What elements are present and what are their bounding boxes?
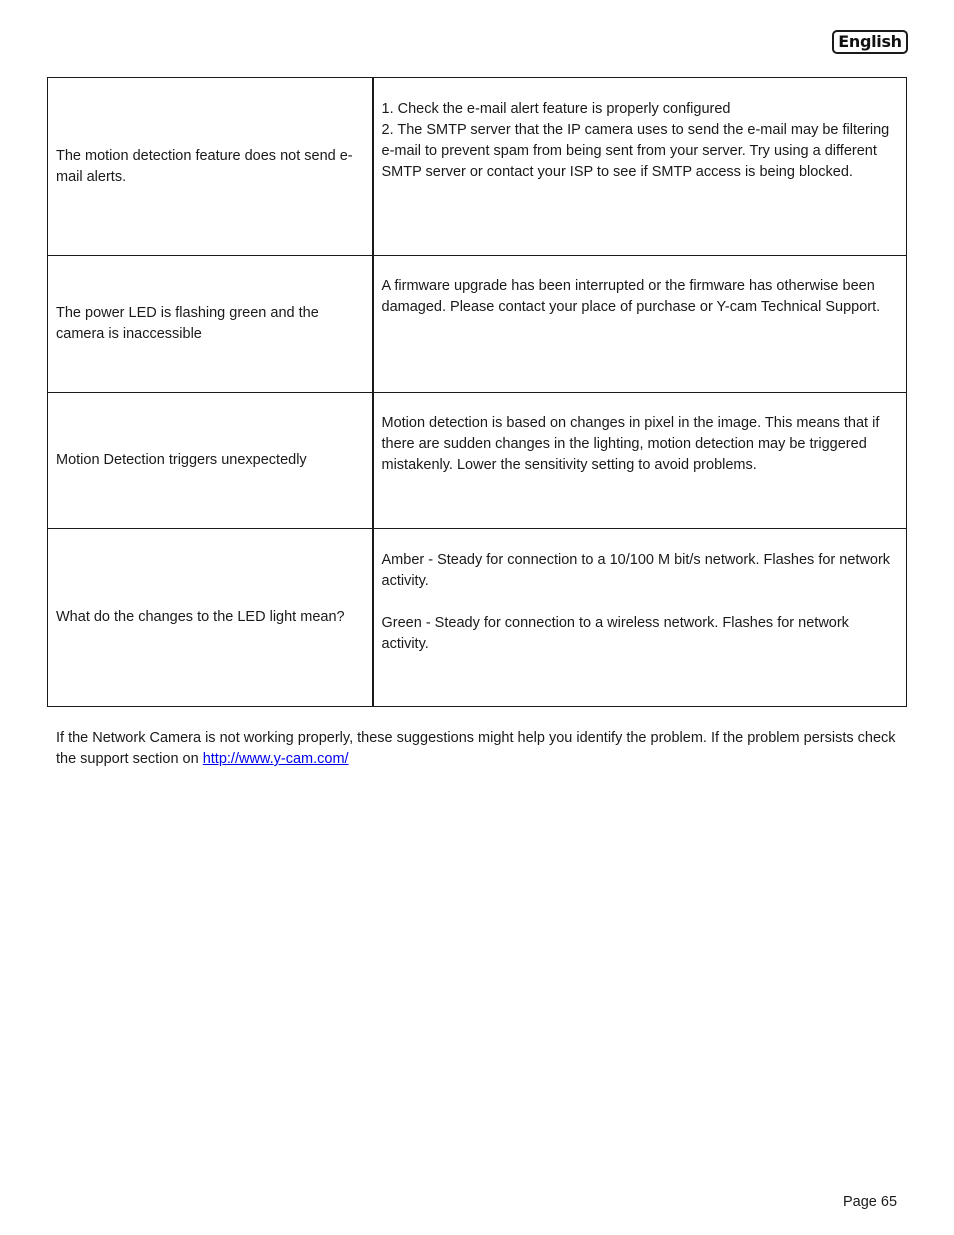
solution-text: 1. Check the e-mail alert feature is properly configured 2. The SMTP server that the IP camera uses to send the e-mail may be filtering e-mail to prevent spam from being sent from your server. Try using a different SMTP server or contact your ISP to see if SMTP access is being blocked. [381, 101, 890, 180]
support-paragraph [56, 728, 896, 770]
solution-text: A firmware upgrade has been interrupted or the firmware has otherwise been damaged. Please contact your place of purchase or Y-cam Technical Support. [381, 278, 881, 315]
solution-cell [373, 256, 907, 393]
problem-cell [48, 78, 373, 256]
problem-cell [48, 256, 373, 393]
problem-cell [48, 393, 373, 529]
problem-text: Motion Detection triggers unexpectedly [56, 452, 307, 468]
problem-text: What do the changes to the LED light mean? [56, 609, 345, 625]
table-row [48, 393, 907, 529]
solution-cell [373, 393, 907, 529]
table-row [48, 529, 907, 707]
table-row [48, 256, 907, 393]
solution-text: Amber - Steady for connection to a 10/100 M bit/s network. Flashes for network activity. Green - Steady for connection to a wireless network. Flashes for network activity. [381, 552, 891, 652]
support-text: If the Network Camera is not working properly, these suggestions might help you identify the problem. If the problem persists check the support section on [56, 730, 896, 767]
solution-text: Motion detection is based on changes in pixel in the image. This means that if there are sudden changes in the lighting, motion detection may be triggered mistakenly. Lower the sensitivity setting to avoid problems. [381, 415, 880, 473]
troubleshooting-table [47, 77, 907, 707]
solution-cell [373, 78, 907, 256]
problem-text: The power LED is flashing green and the camera is inaccessible [56, 305, 319, 342]
solution-cell [373, 529, 907, 707]
page-number: Page 65 [843, 1194, 898, 1210]
table-row [48, 78, 907, 256]
support-link[interactable]: http://www.y-cam.com/ [202, 751, 349, 767]
problem-text: The motion detection feature does not send e-mail alerts. [56, 147, 353, 185]
language-badge: English [832, 30, 908, 54]
problem-cell [48, 529, 373, 707]
